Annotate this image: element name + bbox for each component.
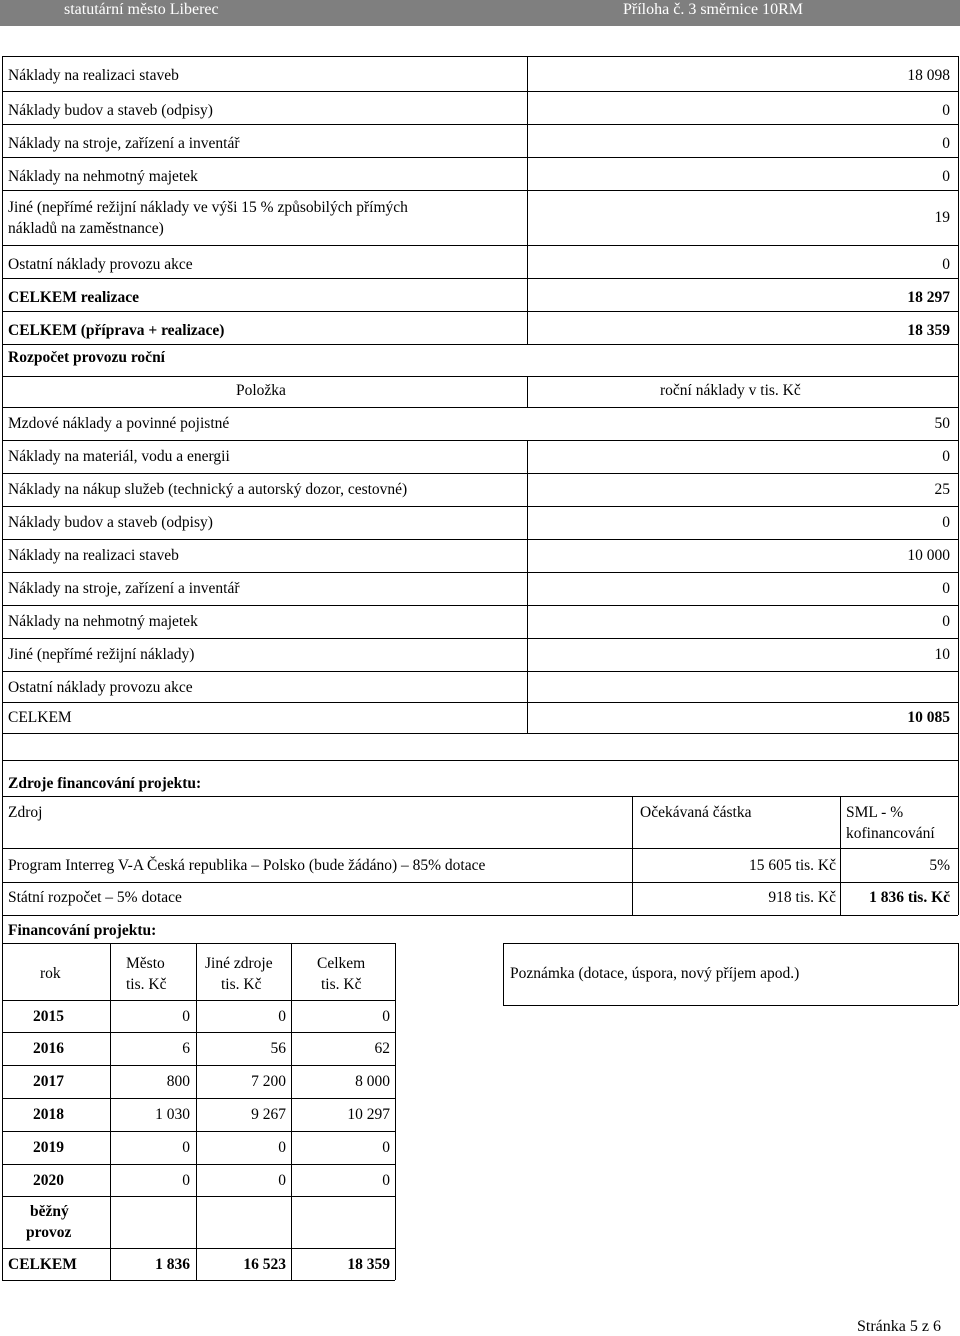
table-rule: [2, 671, 958, 672]
table-rule: [2, 943, 395, 944]
table-rule: [2, 473, 958, 474]
realizace-row-value: 0: [942, 168, 950, 185]
provoz-row-label: Náklady na realizaci staveb: [8, 547, 179, 564]
table-rule: [2, 245, 958, 246]
provoz-row-label: Náklady na nákup služeb (technický a autorský dozor, cestovné): [8, 481, 408, 498]
table-rule: [2, 1098, 395, 1099]
table-rule: [2, 56, 3, 344]
fin-row-total: 8 000: [355, 1073, 390, 1090]
page-header: [0, 0, 960, 26]
table-rule: [2, 1196, 395, 1197]
realizace-row-value: 0: [942, 256, 950, 273]
table-rule: [958, 943, 959, 1005]
table-rule: [2, 311, 958, 312]
fin-col-other: Jiné zdroje: [205, 955, 273, 972]
table-rule: [2, 1164, 395, 1165]
table-rule: [2, 157, 958, 158]
zdroje-row-amount: 15 605 tis. Kč: [749, 857, 836, 874]
fin-row-city: 0: [182, 1172, 190, 1189]
provoz-total-value: 10 085: [907, 709, 950, 726]
table-rule: [196, 943, 197, 1280]
table-rule: [958, 733, 959, 760]
table-rule: [2, 407, 958, 408]
table-rule: [291, 943, 292, 1280]
realizace-row-label: Náklady na nehmotný majetek: [8, 168, 198, 185]
realizace-row-value: 0: [942, 135, 950, 152]
fin-col-other: tis. Kč: [221, 976, 262, 993]
fin-running-label: provoz: [26, 1224, 72, 1241]
realizace-row-label: Náklady budov a staveb (odpisy): [8, 102, 213, 119]
table-rule: [2, 702, 958, 703]
table-rule: [2, 796, 958, 797]
realizace-row-label: Náklady na realizaci staveb: [8, 67, 179, 84]
fin-row-total: 10 297: [347, 1106, 390, 1123]
table-rule: [2, 1280, 395, 1281]
realizace-row-label: Jiné (nepřímé režijní náklady ve výši 15 % způsobilých přímých: [8, 199, 408, 216]
financovani-title: Financování projektu:: [8, 922, 157, 939]
realizace-row-value: 18 098: [907, 67, 950, 84]
table-rule: [2, 1032, 395, 1033]
fin-col-year: rok: [40, 965, 61, 982]
provoz-row-label: Náklady na stroje, zařízení a inventář: [8, 580, 240, 597]
provoz-row-value: 50: [934, 415, 950, 432]
fin-row-other: 7 200: [251, 1073, 286, 1090]
provoz-title: Rozpočet provozu roční: [8, 349, 165, 366]
fin-total-other: 16 523: [243, 1256, 286, 1273]
table-rule: [2, 733, 958, 734]
table-rule: [2, 760, 3, 1280]
table-rule: [958, 376, 959, 733]
provoz-row-value: 0: [942, 613, 950, 630]
realizace-row-label: Ostatní náklady provozu akce: [8, 256, 193, 273]
fin-row-city: 1 030: [155, 1106, 190, 1123]
header-organization: statutární město Liberec: [64, 1, 219, 18]
zdroje-col-share: kofinancování: [846, 825, 935, 842]
provoz-row-label: Ostatní náklady provozu akce: [8, 679, 193, 696]
table-rule: [527, 376, 528, 407]
table-rule: [840, 796, 841, 915]
provoz-row-value: 10: [934, 646, 950, 663]
fin-row-year: 2015: [33, 1008, 64, 1025]
fin-col-city: tis. Kč: [126, 976, 167, 993]
provoz-row-label: Náklady budov a staveb (odpisy): [8, 514, 213, 531]
fin-row-total: 62: [374, 1040, 390, 1057]
provoz-row-label: Jiné (nepřímé režijní náklady): [8, 646, 195, 663]
zdroje-col-source: Zdroj: [8, 804, 43, 821]
zdroje-row-share: 1 836 tis. Kč: [869, 889, 950, 906]
provoz-row-value: 25: [934, 481, 950, 498]
table-rule: [2, 440, 958, 441]
table-rule: [2, 1131, 395, 1132]
zdroje-row-source: Program Interreg V-A Česká republika – Polsko (bude žádáno) – 85% dotace: [8, 857, 486, 874]
table-rule: [2, 344, 958, 345]
table-rule: [527, 56, 528, 344]
zdroje-title: Zdroje financování projektu:: [8, 775, 202, 792]
table-rule: [2, 1065, 395, 1066]
fin-row-total: 0: [382, 1139, 390, 1156]
zdroje-row-amount: 918 tis. Kč: [768, 889, 836, 906]
table-rule: [527, 440, 528, 733]
table-rule: [2, 882, 958, 883]
table-rule: [2, 1248, 395, 1249]
table-rule: [958, 56, 959, 376]
fin-row-year: 2016: [33, 1040, 64, 1057]
fin-row-other: 9 267: [251, 1106, 286, 1123]
realizace-row-label: Náklady na stroje, zařízení a inventář: [8, 135, 240, 152]
fin-running-label: běžný: [30, 1203, 69, 1220]
header-attachment: Příloha č. 3 směrnice 10RM: [623, 1, 803, 18]
realizace-row-label: nákladů na zaměstnance): [8, 220, 164, 237]
provoz-row-label: Mzdové náklady a povinné pojistné: [8, 415, 230, 432]
fin-row-year: 2020: [33, 1172, 64, 1189]
table-rule: [503, 943, 504, 1005]
table-rule: [2, 605, 958, 606]
provoz-row-value: 0: [942, 514, 950, 531]
provoz-row-label: Náklady na nehmotný majetek: [8, 613, 198, 630]
fin-row-other: 56: [270, 1040, 286, 1057]
fin-row-total: 0: [382, 1172, 390, 1189]
fin-row-year: 2018: [33, 1106, 64, 1123]
provoz-row-value: 0: [942, 448, 950, 465]
table-rule: [2, 376, 958, 377]
zdroje-row-source: Státní rozpočet – 5% dotace: [8, 889, 182, 906]
realizace-row-label: CELKEM (příprava + realizace): [8, 322, 225, 339]
table-rule: [2, 506, 958, 507]
fin-row-year: 2019: [33, 1139, 64, 1156]
table-rule: [2, 56, 958, 57]
zdroje-col-amount: Očekávaná částka: [640, 804, 752, 821]
table-rule: [2, 278, 958, 279]
realizace-row-value: 0: [942, 102, 950, 119]
fin-col-note: Poznámka (dotace, úspora, nový příjem apod.): [510, 965, 800, 982]
provoz-row-label: Náklady na materiál, vodu a energii: [8, 448, 230, 465]
table-rule: [2, 124, 958, 125]
zdroje-row-share: 5%: [929, 857, 950, 874]
fin-row-other: 0: [278, 1172, 286, 1189]
fin-row-city: 6: [182, 1040, 190, 1057]
fin-col-city: Město: [126, 955, 165, 972]
fin-col-total: tis. Kč: [321, 976, 362, 993]
fin-total-city: 1 836: [155, 1256, 190, 1273]
provoz-row-value: 10 000: [907, 547, 950, 564]
realizace-row-value: 18 359: [907, 322, 950, 339]
zdroje-col-share: SML - %: [846, 804, 904, 821]
page-number: Stránka 5 z 6: [857, 1318, 941, 1335]
table-rule: [2, 539, 958, 540]
table-rule: [2, 1000, 395, 1001]
fin-total-label: CELKEM: [8, 1256, 77, 1273]
provoz-col-value: roční náklady v tis. Kč: [660, 382, 801, 399]
fin-row-year: 2017: [33, 1073, 64, 1090]
table-rule: [2, 915, 958, 916]
table-rule: [632, 796, 633, 915]
fin-col-total: Celkem: [317, 955, 366, 972]
table-rule: [2, 190, 958, 191]
table-rule: [958, 760, 959, 915]
table-rule: [2, 760, 958, 761]
realizace-row-value: 18 297: [907, 289, 950, 306]
table-rule: [2, 572, 958, 573]
table-rule: [110, 943, 111, 1280]
table-rule: [395, 943, 396, 1280]
fin-total-total: 18 359: [347, 1256, 390, 1273]
table-rule: [2, 848, 958, 849]
fin-row-city: 0: [182, 1139, 190, 1156]
table-rule: [503, 943, 958, 944]
fin-row-other: 0: [278, 1008, 286, 1025]
table-rule: [2, 91, 958, 92]
fin-row-city: 800: [166, 1073, 190, 1090]
fin-row-total: 0: [382, 1008, 390, 1025]
provoz-total-label: CELKEM: [8, 709, 72, 726]
provoz-row-value: 0: [942, 580, 950, 597]
realizace-row-label: CELKEM realizace: [8, 289, 140, 306]
realizace-row-value: 19: [934, 209, 950, 226]
fin-row-other: 0: [278, 1139, 286, 1156]
table-rule: [2, 638, 958, 639]
table-rule: [503, 1005, 958, 1006]
fin-row-city: 0: [182, 1008, 190, 1025]
provoz-col-item: Položka: [236, 382, 286, 399]
